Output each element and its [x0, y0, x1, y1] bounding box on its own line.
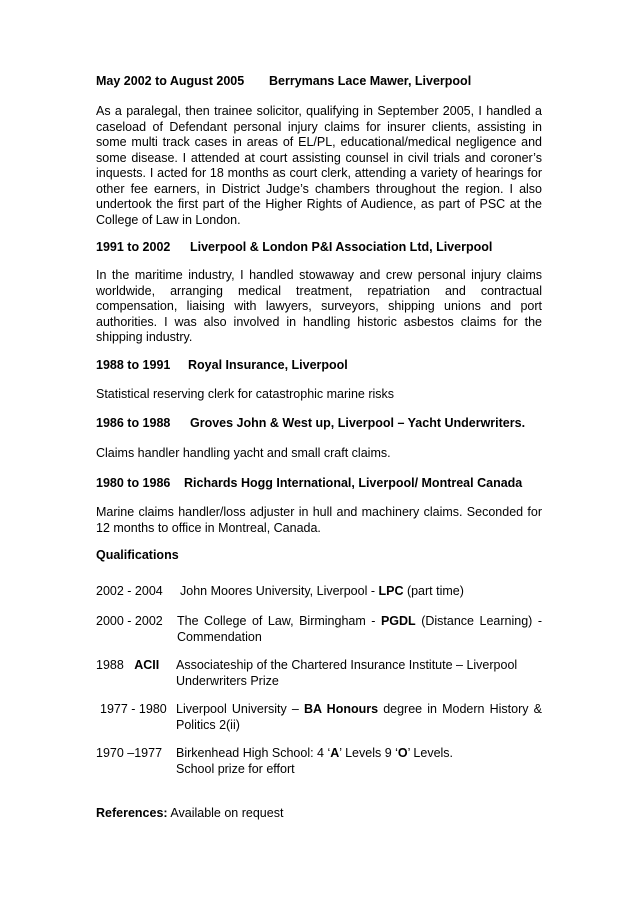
job-heading: [96, 476, 542, 492]
references-line: [96, 806, 542, 822]
qualification-award: LPC: [378, 584, 404, 598]
qualification-description: Associateship of the Chartered Insurance Institute – Liverpool Underwriters Prize: [176, 658, 518, 688]
job-period: May 2002 to August 2005: [96, 74, 245, 88]
job-heading: [96, 358, 542, 374]
qualification-dates: 1977 - 1980: [100, 702, 167, 716]
qualification-item: [96, 746, 542, 778]
references-label: References:: [96, 806, 168, 820]
qualification-dates: 1988 ACII: [96, 658, 160, 672]
job-period: 1986 to 1988: [96, 416, 171, 430]
qualification-award: ACII: [134, 658, 160, 672]
job-heading: [96, 416, 542, 432]
qualification-item: [96, 658, 542, 690]
qualification-dates: 1970 –1977: [96, 746, 163, 760]
job-description: Claims handler handling yacht and small craft claims.: [96, 446, 391, 460]
job-heading: [96, 74, 542, 90]
job-period: 1991 to 2002: [96, 240, 171, 254]
qualification-description: John Moores University, Liverpool - LPC (part time): [180, 584, 464, 598]
qualification-item: [96, 584, 542, 600]
qualification-award: A: [330, 746, 340, 760]
job-employer: Richards Hogg International, Liverpool/ Montreal Canada: [184, 476, 523, 490]
job-description: Marine claims handler/loss adjuster in hull and machinery claims. Seconded for 12 months to office in Montreal, Canada.: [96, 505, 542, 535]
job-period: 1988 to 1991: [96, 358, 171, 372]
qualification-dates: 2002 - 2004: [96, 584, 163, 598]
qualification-description: The College of Law, Birmingham - PGDL (Distance Learning) - Commendation: [177, 614, 542, 644]
job-description: Statistical reserving clerk for catastrophic marine risks: [96, 387, 395, 401]
job-employer: Groves John & West up, Liverpool – Yacht Underwriters.: [190, 416, 526, 430]
qualifications-heading: Qualifications: [96, 548, 179, 562]
job-period: 1980 to 1986: [96, 476, 171, 490]
job-employer: Royal Insurance, Liverpool: [188, 358, 348, 372]
qualification-description: Liverpool University – BA Honours degree in Modern History & Politics 2(ii): [176, 702, 542, 732]
qualification-item: [96, 702, 542, 734]
job-description: In the maritime industry, I handled stowaway and crew personal injury claims worldwide, arranging medical treatment, repatriation and contractual compensation, liaising with lawyers, surveyors, shipping unions and port authorities. I was also involved in handling historic asbestos claims for the shipping industry.: [96, 268, 542, 344]
job-employer: Liverpool & London P&I Association Ltd, Liverpool: [190, 240, 493, 254]
references-value: Available on request: [170, 806, 284, 820]
job-heading: [96, 240, 542, 256]
qualification-description: Birkenhead High School: 4 ‘A’ Levels 9 ‘O’ Levels. School prize for effort: [176, 746, 454, 776]
qualification-award: BA Honours: [303, 702, 379, 716]
job-employer: Berrymans Lace Mawer, Liverpool: [269, 74, 472, 88]
qualification-dates: 2000 - 2002: [96, 614, 163, 628]
job-description: As a paralegal, then trainee solicitor, qualifying in September 2005, I handled a caseload of Defendant personal injury claims for insurer clients, assisting in some multi track cases in areas of EL/PL, educational/medical negligence and some disease. I attended at court assisting counsel in civil trials and coroner’s inquests. I acted for 18 months as court clerk, attending a variety of hearings for other fee earners, in District Judge’s chambers throughout the region. I also undertook the first part of the Higher Rights of Audience, as part of PSC at the College of Law in London.: [96, 104, 542, 227]
qualification-award: PGDL: [380, 614, 416, 628]
qualification-award: O: [397, 746, 408, 760]
qualification-item: [96, 614, 542, 646]
